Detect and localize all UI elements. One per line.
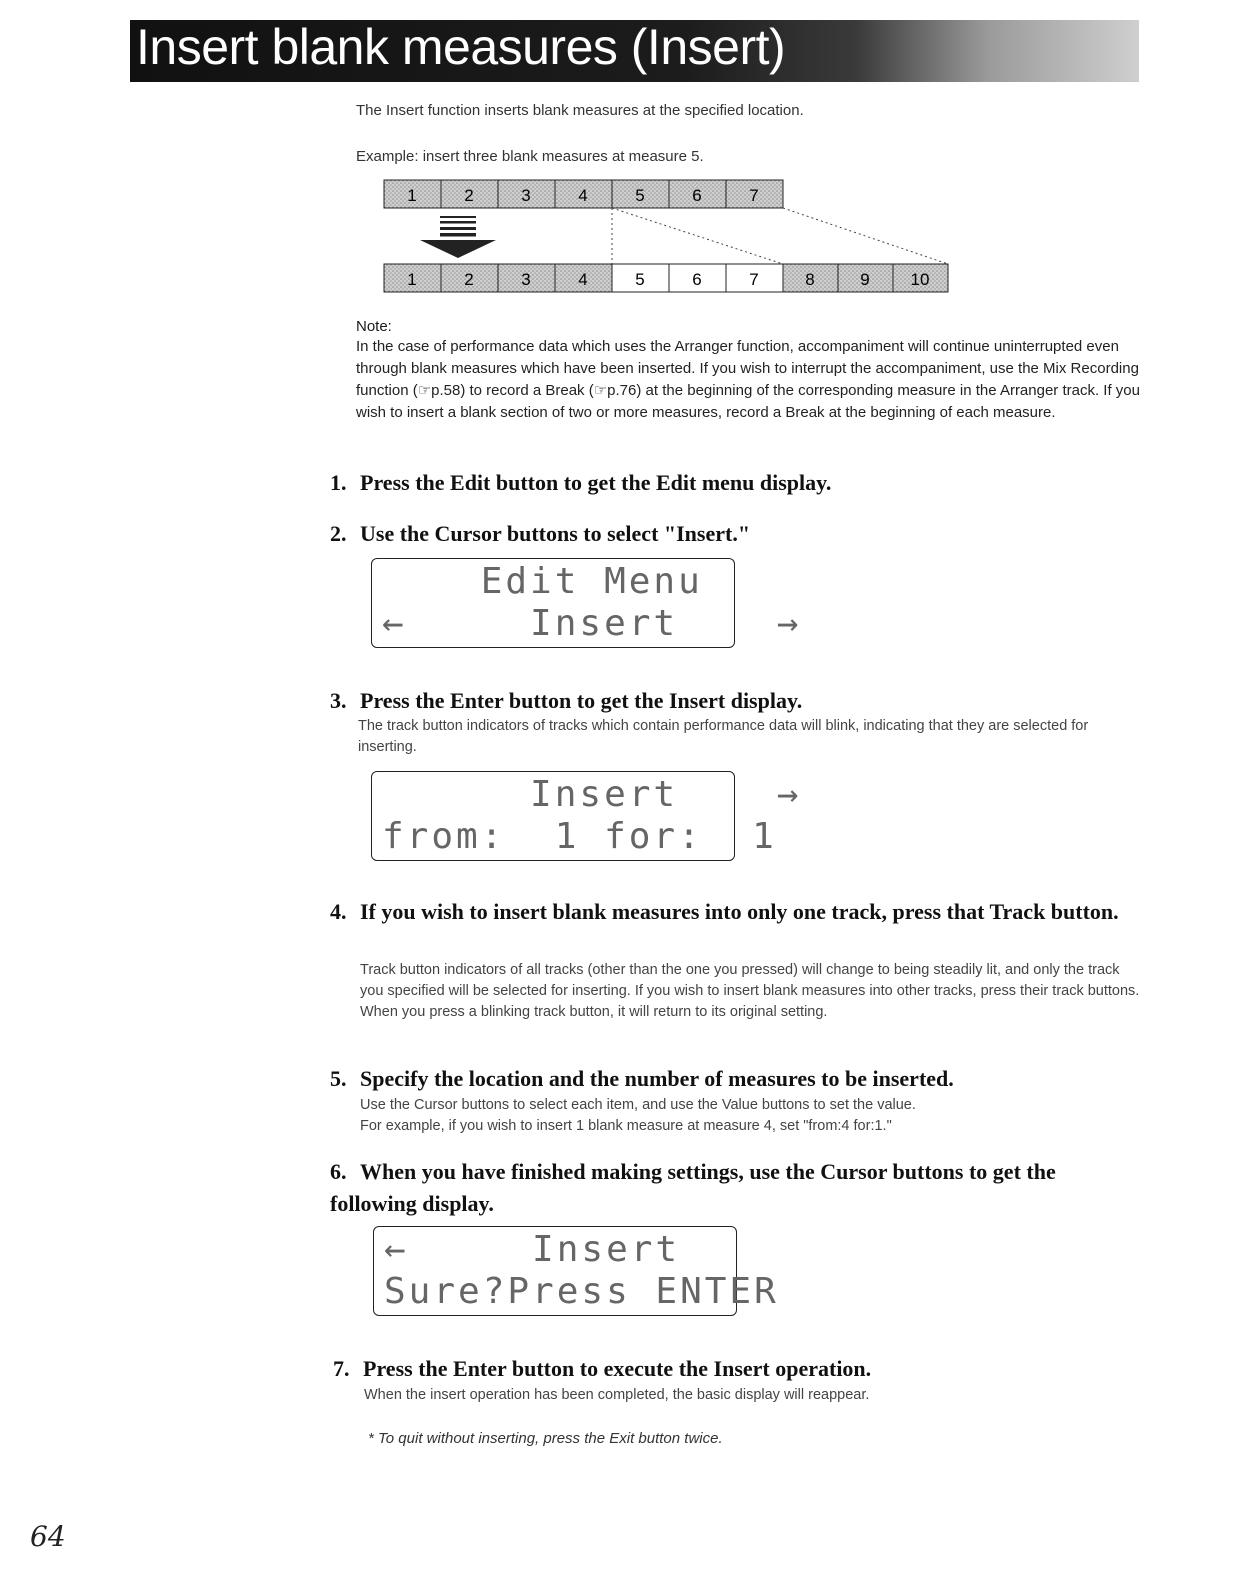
step-title: If you wish to insert blank measures into only one track, press that Track button. [360, 899, 1119, 924]
step-number: 2. [330, 521, 347, 546]
bottom-measure-label: 1 [407, 270, 417, 289]
step-3-description: The track button indicators of tracks which contain performance data will blink, indicating that they are selected for inserting. [358, 718, 1089, 755]
step-number: 1. [330, 470, 347, 495]
step-title: Press the Enter button to execute the Insert operation. [363, 1356, 872, 1381]
step-title: Specify the location and the number of measures to be inserted. [360, 1066, 954, 1091]
step-number: 3. [330, 688, 347, 713]
step-title: Press the Enter button to get the Insert display. [360, 688, 803, 713]
step-1 [330, 470, 831, 496]
lcd-edit-menu [371, 558, 802, 648]
footnote: * To quit without inserting, press the Exit button twice. [368, 1430, 723, 1447]
step-7 [333, 1356, 871, 1382]
insert-diagram [380, 178, 960, 298]
down-arrow-icon [420, 216, 496, 258]
step-6 [330, 1156, 1140, 1220]
top-measure-label: 7 [749, 186, 759, 205]
bottom-measure-label: 8 [805, 270, 815, 289]
step-title: Press the Edit button to get the Edit menu display. [360, 470, 832, 495]
insert-guide-lines [612, 208, 948, 264]
lcd-insert-confirm [373, 1226, 779, 1316]
lcd-insert [371, 771, 802, 861]
bottom-measure-label: 3 [521, 270, 531, 289]
step-number: 6. [330, 1159, 347, 1184]
bottom-measure-label: 7 [749, 270, 759, 289]
page-title-bar [130, 20, 1139, 82]
step-5-example: For example, if you wish to insert 1 blank measure at measure 4, set "from:4 for:1." [360, 1118, 892, 1134]
lcd-line-1: Insert → [382, 774, 802, 815]
step-2 [330, 521, 750, 547]
top-measure-label: 3 [521, 186, 531, 205]
step-5 [330, 1066, 954, 1092]
note-label: Note: [356, 318, 392, 335]
page-title: Insert blank measures (Insert) [136, 19, 786, 75]
step-4-description: Track button indicators of all tracks (other than the one you pressed) will change to being steadily lit, and only the track you specified will be selected for inserting. If you wish to insert blank measures into other tracks, press their track buttons. When you press a blinking track button, it will return to its original setting. [360, 962, 1140, 1020]
step-number: 4. [330, 899, 347, 924]
page-number: 64 [30, 1520, 66, 1553]
example-text: Example: insert three blank measures at measure 5. [356, 148, 704, 165]
note-text: In the case of performance data which uses the Arranger function, accompaniment will continue uninterrupted even through blank measures which have been inserted. If you wish to interrupt the accompaniment, use the Mix Recording function (☞p.58) to record a Break (☞p.76) at the beginning of the corresponding measure in the Arranger track. If you wish to insert a blank section of two or more measures, record a Break at the beginning of each measure. [356, 338, 1140, 421]
step-3 [330, 688, 802, 714]
step-5-description: Use the Cursor buttons to select each item, and use the Value buttons to set the value. [360, 1097, 916, 1113]
bottom-measure-label: 2 [464, 270, 474, 289]
step-number: 7. [333, 1356, 350, 1381]
bottom-measure-label: 4 [578, 270, 588, 289]
step-number: 5. [330, 1066, 347, 1091]
lcd-line-1: Edit Menu [382, 561, 703, 602]
top-measure-label: 4 [578, 186, 588, 205]
lcd-line-2: Sure?Press ENTER [384, 1271, 779, 1312]
lcd-line-1: ← Insert [384, 1229, 681, 1270]
step-title: Use the Cursor buttons to select "Insert." [360, 521, 751, 546]
bottom-measure-label: 10 [910, 270, 930, 289]
lcd-line-2: from: 1 for: 1 [382, 816, 777, 857]
top-measure-label: 1 [407, 186, 417, 205]
top-measure-row [384, 180, 783, 208]
bottom-measure-row [384, 264, 948, 292]
bottom-measure-label: 9 [860, 270, 870, 289]
intro-text: The Insert function inserts blank measures at the specified location. [356, 102, 804, 119]
step-7-description: When the insert operation has been completed, the basic display will reappear. [364, 1387, 870, 1403]
top-measure-label: 6 [692, 186, 702, 205]
bottom-measure-label: 6 [692, 270, 702, 289]
top-measure-label: 2 [464, 186, 474, 205]
step-4 [330, 896, 1130, 928]
step-title: When you have finished making settings, use the Cursor buttons to get the following display. [330, 1159, 1056, 1216]
top-measure-label: 5 [635, 186, 645, 205]
bottom-measure-label: 5 [635, 270, 645, 289]
lcd-line-2: ← Insert → [382, 603, 802, 644]
